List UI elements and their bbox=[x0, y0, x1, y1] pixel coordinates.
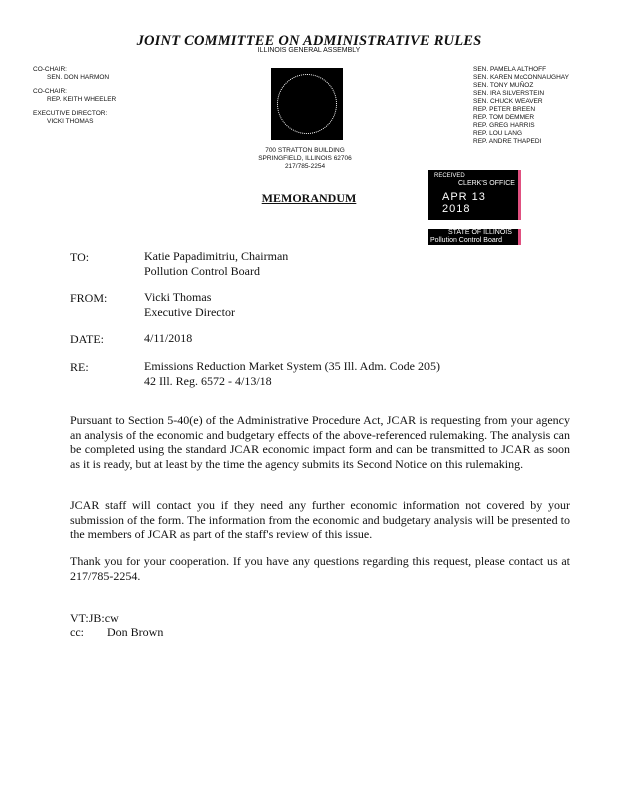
member: SEN. KAREN McCONNAUGHAY bbox=[473, 74, 569, 81]
sender-title: Executive Director bbox=[144, 305, 235, 319]
body-paragraph: JCAR staff will contact you if they need any further economic information not covered by your submission of the form. The information from the economic and budgetary analysis will be presented to the members of JCAR as part of the staff's review of this issue. bbox=[70, 498, 570, 541]
cc-value: Don Brown bbox=[107, 625, 164, 639]
cc-label: cc: bbox=[70, 625, 84, 639]
officer-role: CO-CHAIR: bbox=[33, 88, 67, 95]
left-officers bbox=[33, 66, 116, 126]
from-label: FROM: bbox=[70, 291, 108, 305]
re-label: RE: bbox=[70, 360, 89, 374]
initials: VT:JB:cw bbox=[70, 611, 119, 625]
member: REP. ANDRE THAPEDI bbox=[473, 138, 542, 145]
committee-title: JOINT COMMITTEE ON ADMINISTRATIVE RULES bbox=[136, 33, 482, 49]
member: SEN. PAMELA ALTHOFF bbox=[473, 66, 547, 73]
stamp-date: APR 13 2018 bbox=[442, 191, 486, 215]
recipient-org: Pollution Control Board bbox=[144, 264, 261, 278]
member: REP. GREG HARRIS bbox=[473, 122, 535, 129]
board-stamp bbox=[428, 229, 521, 245]
member: REP. PETER BREEN bbox=[473, 106, 536, 113]
memo-heading: MEMORANDUM bbox=[261, 191, 357, 205]
state-seal-logo bbox=[271, 68, 343, 140]
date-label: DATE: bbox=[70, 332, 104, 346]
member: SEN. TONY MUÑOZ bbox=[473, 82, 534, 89]
recipient-name: Katie Papadimitriu, Chairman bbox=[144, 249, 289, 263]
body-paragraph: Pursuant to Section 5-40(e) of the Administrative Procedure Act, JCAR is requesting from your agency an analysis of the economic and budgetary effects of the above-referenced rulemaking. The analysis can be completed using the standard JCAR economic impact form and can be transmitted to JCAR as soon as it is ready, but at least by the time the agency submits its Second Notice on this rulemaking. bbox=[70, 413, 570, 471]
address-phone: 217/785-2254 bbox=[284, 163, 326, 170]
body-paragraph: Thank you for your cooperation. If you have any questions regarding this request, please contact us at 217/785-2254. bbox=[70, 554, 570, 583]
address-line: SPRINGFIELD, ILLINOIS 62706 bbox=[258, 155, 352, 162]
stamp-state: STATE OF ILLINOIS bbox=[448, 229, 512, 236]
member: REP. LOU LANG bbox=[473, 130, 523, 137]
member-list bbox=[473, 66, 569, 146]
stamp-office: CLERK'S OFFICE bbox=[458, 180, 515, 187]
officer-name: SEN. DON HARMON bbox=[47, 74, 110, 81]
stamp-board: Pollution Control Board bbox=[430, 237, 502, 244]
officer-role: CO-CHAIR: bbox=[33, 66, 67, 73]
re-subject: Emissions Reduction Market System (35 Ill. Adm. Code 205) bbox=[144, 359, 440, 373]
member: REP. TOM DEMMER bbox=[473, 114, 535, 121]
officer-name: VICKI THOMAS bbox=[47, 118, 94, 125]
re-citation: 42 Ill. Reg. 6572 - 4/13/18 bbox=[144, 374, 272, 388]
officer-role: EXECUTIVE DIRECTOR: bbox=[33, 110, 108, 117]
stamp-received: RECEIVED bbox=[434, 173, 465, 179]
to-value bbox=[144, 249, 288, 279]
committee-subtitle: ILLINOIS GENERAL ASSEMBLY bbox=[257, 47, 361, 54]
address-line: 700 STRATTON BUILDING bbox=[265, 147, 345, 154]
sender-name: Vicki Thomas bbox=[144, 290, 212, 304]
re-value bbox=[144, 359, 440, 389]
officer-name: REP. KEITH WHEELER bbox=[47, 96, 117, 103]
to-label: TO: bbox=[70, 250, 90, 264]
member: SEN. IRA SILVERSTEIN bbox=[473, 90, 545, 97]
date-value: 4/11/2018 bbox=[144, 331, 193, 345]
committee-address bbox=[240, 147, 370, 171]
from-value bbox=[144, 290, 235, 320]
member: SEN. CHUCK WEAVER bbox=[473, 98, 543, 105]
